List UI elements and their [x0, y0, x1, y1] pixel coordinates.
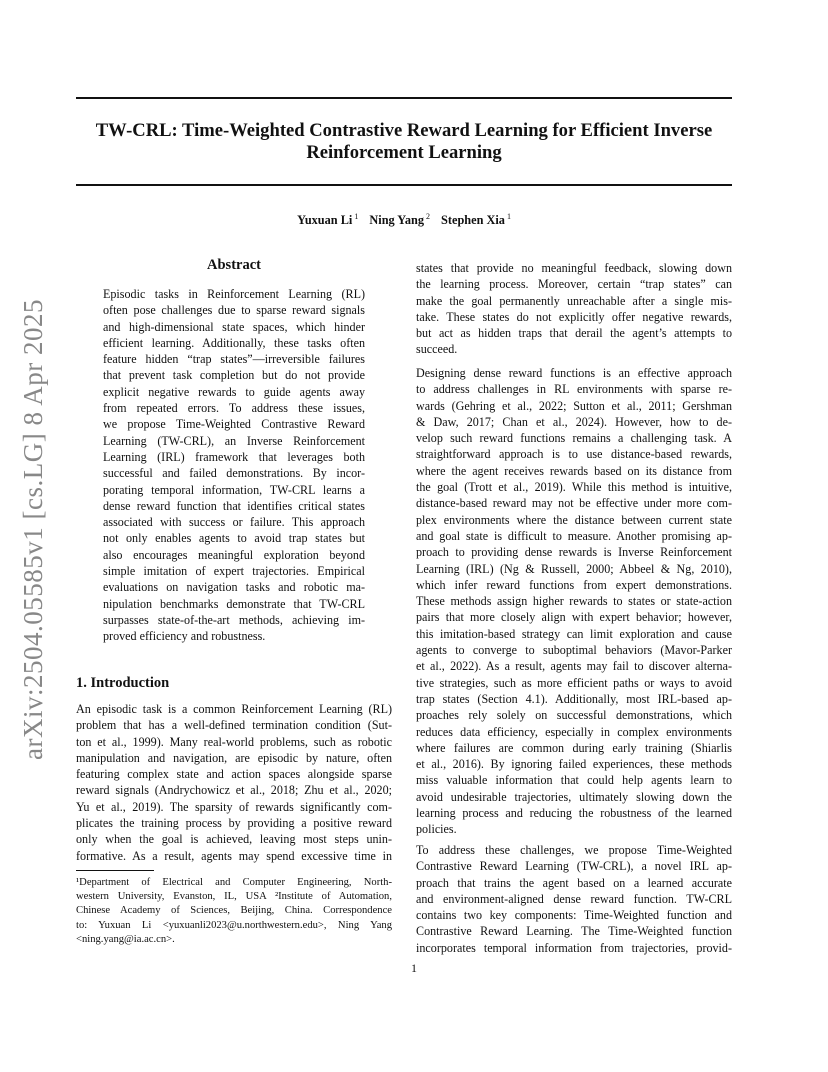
abstract-line: from repeated errors. To address these issues, — [103, 401, 365, 416]
body-line: where the agent receives rewards based on its distance from — [416, 463, 732, 478]
right-column-paragraph-1 — [416, 260, 732, 358]
body-line: and goal state is difficult to measure. Another promising ap- — [416, 528, 732, 543]
body-line: These methods assign higher rewards to states or state-action — [416, 594, 732, 609]
body-line: avoid undesirable trajectories, ultimately slowing down the — [416, 789, 732, 804]
body-line: trap states (Section 4.1). Additionally, most IRL-based ap- — [416, 691, 732, 706]
abstract-line: surpasses state-of-the-art methods, achieving im- — [103, 612, 365, 627]
introduction-line: featuring complex state and action spaces alongside sparse — [76, 767, 392, 782]
footnote-line: <ning.yang@ia.ac.cn>. — [76, 933, 175, 945]
body-line: states that provide no meaningful feedback, slowing down — [416, 261, 732, 275]
body-line: plex environments where the distance between current state — [416, 512, 732, 527]
footnote-rule — [76, 870, 154, 871]
body-line: succeed. — [416, 342, 458, 357]
introduction-line: only when the goal is achieved, leaving most steps unin- — [76, 832, 392, 847]
body-line: the learning process. Moreover, certain “trap states” can — [416, 277, 732, 292]
right-column-paragraph-2 — [416, 365, 732, 838]
introduction-line: reward signals (Andrychowicz et al., 2018; Zhu et al., 2020; — [76, 783, 392, 798]
body-line: make the goal permanently unreachable after a single mis- — [416, 293, 732, 308]
right-column-paragraph-3 — [416, 842, 732, 956]
abstract-line: not only enables agents to avoid trap states but — [103, 531, 365, 546]
footnote-line: to: Yuxuan Li <yuxuanli2023@u.northwestern.edu>, Ning Yang — [76, 919, 392, 931]
introduction-body — [76, 701, 392, 864]
author: Yuxuan Li $^1$ — [297, 212, 359, 228]
footnote-line: Chinese Academy of Sciences, Beijing, China. Correspondence — [76, 905, 392, 917]
body-line: straightforward approach is to use distance-based rewards, — [416, 447, 732, 462]
body-line: reduces data efficiency, especially in complex environments — [416, 724, 732, 739]
abstract-line: explicit negative rewards to guide agents away — [103, 384, 365, 399]
body-line: miss valuable information that could help agents learn to — [416, 773, 732, 788]
introduction-line: An episodic task is a common Reinforcement Learning (RL) — [76, 702, 392, 716]
body-line: take. These states do not explicitly offer negative rewards, — [416, 309, 732, 324]
body-line: the goal (Trott et al., 2019). While this method is intuitive, — [416, 480, 732, 495]
body-line: Contrastive Reward Learning (TW-CRL), a novel IRL ap- — [416, 859, 732, 874]
body-line: agents to converge to suboptimal behaviors (Mavor-Parker — [416, 643, 732, 658]
abstract-line: successful and failed demonstrations. By incor- — [103, 466, 365, 481]
author-list — [76, 212, 732, 228]
author: Stephen Xia $^1$ — [441, 212, 511, 228]
body-line: but act as hidden traps that derail the agent’s attempts to — [416, 326, 732, 341]
abstract-line: associated with success or failure. This approach — [103, 515, 365, 530]
body-line: wards (Gehring et al., 2022; Sutton et al., 2011; Gershman — [416, 398, 732, 413]
body-line: Contrastive Reward Learning. The Time-Weighted function — [416, 924, 732, 939]
body-line: to address challenges in RL environments with sparse re- — [416, 382, 732, 397]
body-line: policies. — [416, 822, 457, 837]
abstract-line: evaluations on navigation tasks and robotic ma- — [103, 580, 365, 595]
footnote-line: western University, Evanston, IL, USA ²Institute of Automation, — [76, 891, 392, 903]
body-line: Designing dense reward functions is an effective approach — [416, 366, 732, 380]
body-line: proach to providing dense rewards is Inverse Reinforcement — [416, 545, 732, 560]
title-top-rule — [76, 97, 732, 99]
abstract-line: feature hidden “trap states”—irreversible failures — [103, 352, 365, 367]
abstract-line: efficient learning. Additionally, these tasks often — [103, 335, 365, 350]
title-bottom-rule — [76, 184, 732, 186]
section-heading-introduction: 1. Introduction — [76, 675, 170, 691]
body-line: this imitation-based strategy can limit exploration and cause — [416, 626, 732, 641]
body-line: proaches rely solely on successful demonstrations, which — [416, 708, 732, 723]
body-line: et al., 2022). As a result, agents may fail to discover alterna- — [416, 659, 732, 674]
abstract-line: often pose challenges due to sparse reward signals — [103, 303, 365, 318]
abstract-line: Learning (IRL) framework that leverages both — [103, 449, 365, 464]
abstract-line: and high-dimensional state spaces, which hinder — [103, 319, 365, 334]
body-line: where failures are common during early training (Shiarlis — [416, 740, 732, 755]
abstract-body — [103, 286, 365, 645]
body-line: proach that trains the agent based on a learned accurate — [416, 875, 732, 890]
abstract-line: nipulation benchmarks demonstrate that TW-CRL — [103, 596, 365, 611]
body-line: To address these challenges, we propose Time-Weighted — [416, 843, 732, 857]
abstract-line: dense reward function that identifies critical states — [103, 498, 365, 513]
abstract-line: that prevent task completion but do not provide — [103, 368, 365, 383]
abstract-heading: Abstract — [207, 257, 261, 273]
author: Ning Yang $^2$ — [369, 212, 430, 228]
abstract-line: simple imitation of expert trajectories. Empirical — [103, 564, 365, 579]
abstract-line: we propose Time-Weighted Contrastive Reward — [103, 417, 365, 432]
paper-title — [76, 120, 732, 164]
abstract-line: also encourages meaningful exploration beyond — [103, 547, 365, 562]
body-line: velop such reward functions remains a challenging task. A — [416, 431, 732, 446]
abstract-line: Episodic tasks in Reinforcement Learning (RL) — [103, 287, 365, 301]
introduction-line: plicates the training process by providing a positive reward — [76, 816, 392, 831]
title-line-2: Reinforcement Learning — [306, 142, 502, 163]
introduction-line: ton et al., 1999). Many real-world problems, such as robotic — [76, 734, 392, 749]
body-line: & Daw, 2017; Chan et al., 2024). However, how to de- — [416, 414, 732, 429]
page-number: 1 — [411, 961, 417, 975]
introduction-line: problem that has a well-defined termination condition (Sut- — [76, 718, 392, 733]
body-line: which infer reward functions from expert demonstrations. — [416, 577, 732, 592]
introduction-line: formative. As a result, agents may spend excessive time in — [76, 848, 392, 863]
body-line: Learning (IRL) (Ng & Russell, 2000; Abbeel & Ng, 2010), — [416, 561, 732, 576]
body-line: pairs that more closely align with expert behavior; however, — [416, 610, 732, 625]
introduction-line: Yu et al., 2019). The sparsity of rewards significantly com- — [76, 799, 392, 814]
abstract-line: proved efficiency and robustness. — [103, 629, 266, 644]
body-line: incorporates temporal information from trajectories, provid- — [416, 940, 732, 955]
body-line: contains two key components: Time-Weighted function and — [416, 908, 732, 923]
footnote-line: ¹Department of Electrical and Computer Engineering, North- — [76, 877, 392, 888]
body-line: distance-based reward may not be effective under more com- — [416, 496, 732, 511]
body-line: and environment-aligned dense reward function. TW-CRL — [416, 891, 732, 906]
body-line: et al., 2016). By ignoring failed experiences, these methods — [416, 757, 732, 772]
abstract-line: Learning (TW-CRL), an Inverse Reinforcement — [103, 433, 365, 448]
title-line-1: TW-CRL: Time-Weighted Contrastive Reward Learning for Efficient Inverse — [95, 120, 713, 141]
arxiv-identifier: arXiv:2504.05585v1 [cs.LG] 8 Apr 2025 — [18, 299, 48, 760]
body-line: tive strategies, such as more efficient paths or ways to avoid — [416, 675, 732, 690]
body-line: learning process and reducing the robustness of the learned — [416, 806, 732, 821]
affiliation-footnote — [76, 876, 392, 947]
introduction-line: manipulation and navigation, are episodic by nature, often — [76, 750, 392, 765]
abstract-line: porating temporal information, TW-CRL learns a — [103, 482, 365, 497]
